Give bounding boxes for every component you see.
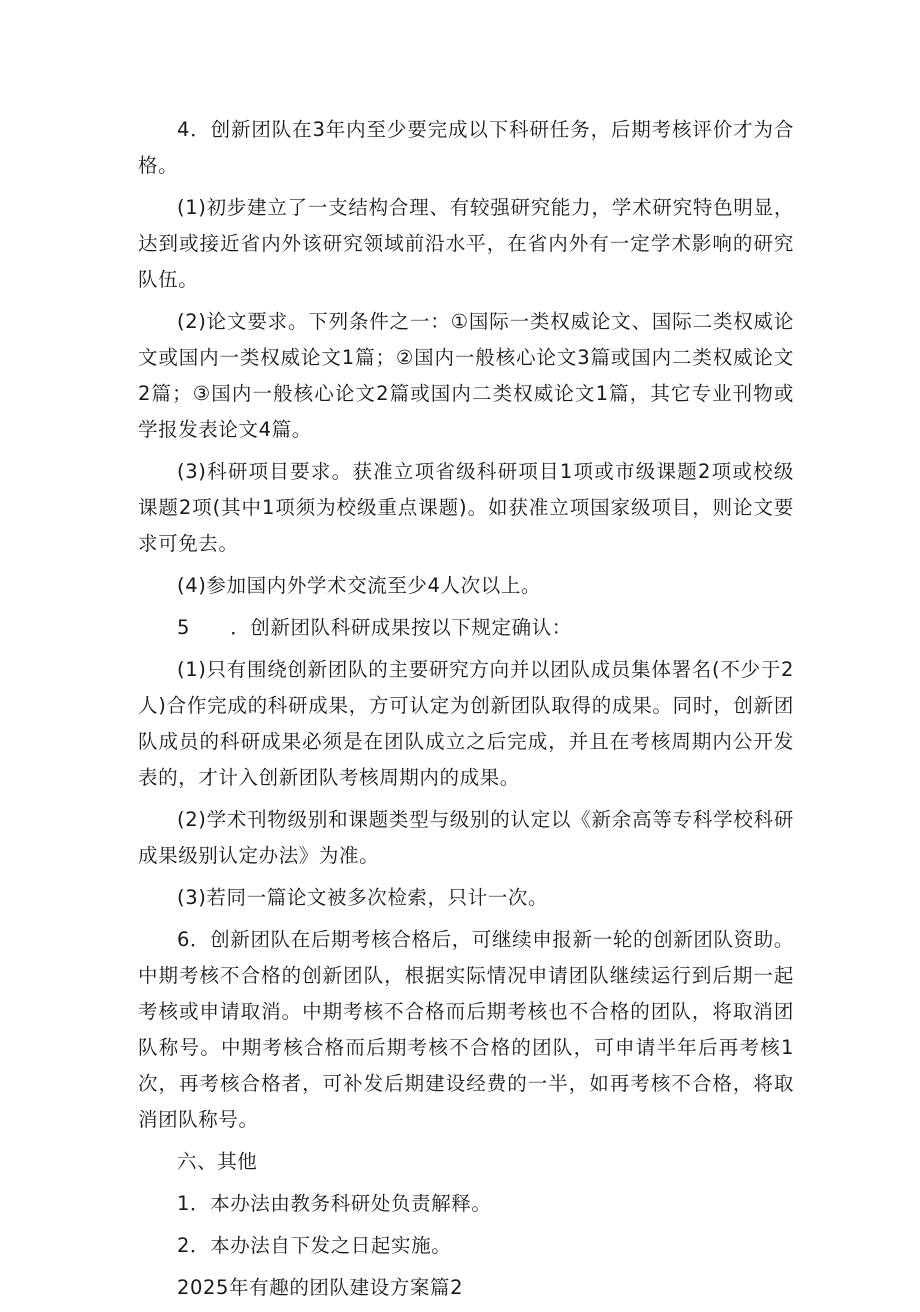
paragraph-academic-exchange: (4)参加国内外学术交流至少4人次以上。 bbox=[177, 574, 542, 597]
paragraph-collective-results: (1)只有围绕创新团队的主要研究方向并以团队成员集体署名(不少于2人)合作完成的科研成果，方可认定为创新团队取得的成果。同时，创新团队成员的科研成果必须是在团队成立之后完成，并且在考核周期内公开发表的，才计入创新团队考核周期内的成果。 bbox=[138, 658, 794, 789]
paragraph-team-building: (1)初步建立了一支结构合理、有较强研究能力，学术研究特色明显，达到或接近省内外该研究领域前沿水平，在省内外有一定学术影响的研究队伍。 bbox=[138, 196, 794, 291]
paragraph-project-requirements: (3)科研项目要求。获准立项省级科研项目1项或市级课题2项或校级课题2项(其中1项须为校级重点课题)。如获准立项国家级项目，则论文要求可免去。 bbox=[138, 460, 794, 555]
paragraph-interpretation: 1．本办法由教务科研处负责解释。 bbox=[177, 1192, 492, 1215]
next-article-title: 2025年有趣的团队建设方案篇2 bbox=[177, 1276, 464, 1299]
paragraph-requirement-4: 4．创新团队在3年内至少要完成以下科研任务，后期考核评价才为合格。 bbox=[138, 118, 794, 177]
document-body bbox=[138, 112, 794, 1312]
paragraph-single-count: (3)若同一篇论文被多次检索，只计一次。 bbox=[177, 886, 549, 909]
paragraph-journal-level: (2)学术刊物级别和课题类型与级别的认定以《新余高等专科学校科研成果级别认定办法》为准。 bbox=[138, 808, 794, 867]
paragraph-assessment-renewal: 6．创新团队在后期考核合格后，可继续申报新一轮的创新团队资助。中期考核不合格的创新团队，根据实际情况申请团队继续运行到后期一起考核或申请取消。中期考核不合格而后期考核也不合格的团队，将取消团队称号。中期考核合格而后期考核不合格的团队，可申请半年后再考核1次，再考核合格者，可补发后期建设经费的一半，如再考核不合格，将取消团队称号。 bbox=[138, 928, 794, 1131]
paragraph-effective-date: 2．本办法自下发之日起实施。 bbox=[177, 1234, 452, 1257]
paragraph-paper-requirements: (2)论文要求。下列条件之一：①国际一类权威论文、国际二类权威论文或国内一类权威论文1篇；②国内一般核心论文3篇或国内二类权威论文2篇；③国内一般核心论文2篇或国内二类权威论文1篇，其它专业刊物或学报发表论文4篇。 bbox=[138, 310, 794, 441]
section-heading-other: 六、其他 bbox=[177, 1150, 258, 1173]
paragraph-results-confirmation: 5 ．创新团队科研成果按以下规定确认： bbox=[177, 616, 572, 639]
